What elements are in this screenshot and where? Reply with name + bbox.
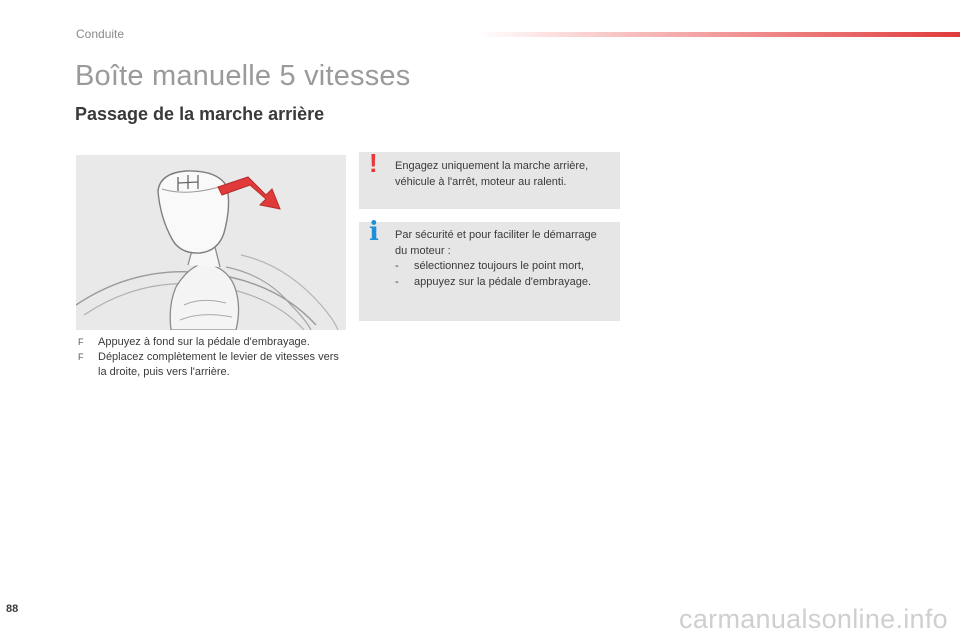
page-number: 88 — [6, 603, 19, 615]
instruction-steps — [76, 335, 346, 380]
header-rule — [478, 32, 960, 37]
step-bullet-icon: F — [78, 352, 84, 362]
info-item-text: appuyez sur la pédale d'embrayage. — [414, 275, 591, 288]
gear-lever-illustration — [76, 155, 346, 330]
step-text: Appuyez à fond sur la pédale d'embrayage. — [98, 336, 310, 348]
gear-lever-diagram — [76, 155, 346, 330]
info-intro: Par sécurité et pour faciliter le démarrage du moteur : — [395, 229, 597, 257]
warning-text: Engagez uniquement la marche arrière, véhicule à l'arrêt, moteur au ralenti. — [395, 160, 589, 188]
section-label: Conduite — [76, 27, 125, 41]
info-item-text: sélectionnez toujours le point mort, — [414, 260, 584, 272]
step-item — [76, 350, 346, 380]
info-box — [359, 217, 620, 321]
info-list — [395, 259, 612, 290]
step-bullet-icon: F — [78, 337, 84, 347]
info-list-item — [395, 275, 612, 291]
step-item — [76, 335, 346, 350]
warning-box — [359, 148, 620, 209]
section-subtitle: Passage de la marche arrière — [75, 104, 325, 124]
page-title: Boîte manuelle 5 vitesses — [75, 60, 411, 92]
dash-bullet: - — [395, 275, 399, 288]
warning-icon: ! — [369, 148, 378, 178]
info-list-item — [395, 259, 612, 275]
watermark: carmanualsonline.info — [679, 604, 948, 634]
info-icon: i — [369, 217, 379, 247]
step-text: Déplacez complètement le levier de vitesses vers la droite, puis vers l'arrière. — [98, 351, 339, 378]
dash-bullet: - — [395, 260, 399, 272]
